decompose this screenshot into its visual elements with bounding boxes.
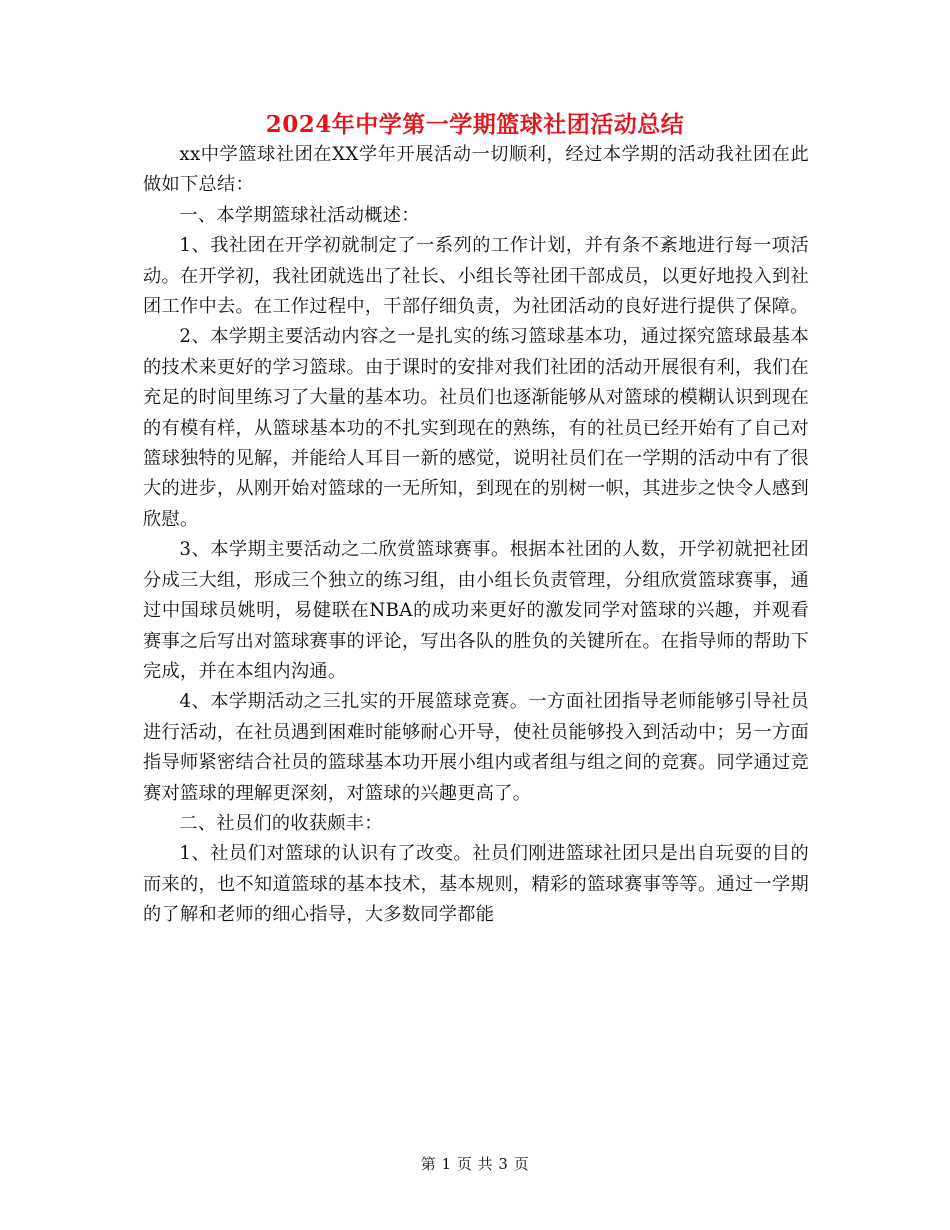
page-footer: 第 1 页 共 3 页 (420, 1155, 530, 1173)
document-body (143, 140, 809, 931)
paragraph-1-2: 2、本学期主要活动内容之一是扎实的练习篮球基本功，通过探究篮球最基本的技术来更好的学习篮球。由于课时的安排对我们社团的活动开展很有利，我们在充足的时间里练习了大量的基本功。社员们也逐渐能够从对篮球的模糊认识到现在的有模有样，从篮球基本功的不扎实到现在的熟练，有的社员已经开始有了自己对篮球独特的见解，并能给人耳目一新的感觉，说明社员们在一学期的活动中有了很大的进步，从刚开始对篮球的一无所知，到现在的别树一帜，其进步之快令人感到欣慰。 (143, 326, 809, 530)
paragraph-intro: xx中学篮球社团在XX学年开展活动一切顺利，经过本学期的活动我社团在此做如下总结： (143, 144, 809, 196)
paragraph-1-4: 4、本学期活动之三扎实的开展篮球竞赛。一方面社团指导老师能够引导社员进行活动，在社员遇到困难时能够耐心开导，使社员能够投入到活动中；另一方面指导师紧密结合社员的篮球基本功开展小组内或者组与组之间的竞赛。同学通过竞赛对篮球的理解更深刻，对篮球的兴趣更高了。 (143, 691, 809, 804)
heading-section-1: 一、本学期篮球社活动概述： (179, 204, 420, 226)
heading-section-2: 二、社员们的收获颇丰： (179, 812, 383, 834)
paragraph-1-3: 3、本学期主要活动之二欣赏篮球赛事。根据本社团的人数，开学初就把社团分成三大组，形成三个独立的练习组，由小组长负责管理，分组欣赏篮球赛事，通过中国球员姚明，易健联在NBA的成功来更好的激发同学对篮球的兴趣，并观看赛事之后写出对篮球赛事的评论，写出各队的胜负的关键所在。在指导师的帮助下完成，并在本组内沟通。 (143, 539, 809, 682)
paragraph-1-1: 1、我社团在开学初就制定了一系列的工作计划，并有条不紊地进行每一项活动。在开学初，我社团就选出了社长、小组长等社团干部成员，以更好地投入到社团工作中去。在工作过程中，干部仔细负责，为社团活动的良好进行提供了保障。 (143, 235, 809, 318)
paragraph-2-1: 1、社员们对篮球的认识有了改变。社员们刚进篮球社团只是出自玩耍的目的而来的，也不知道篮球的基本技术，基本规则，精彩的篮球赛事等等。通过一学期的了解和老师的细心指导，大多数同学都能 (143, 843, 809, 926)
page-title: 2024年中学第一学期篮球社团活动总结 (265, 111, 685, 138)
